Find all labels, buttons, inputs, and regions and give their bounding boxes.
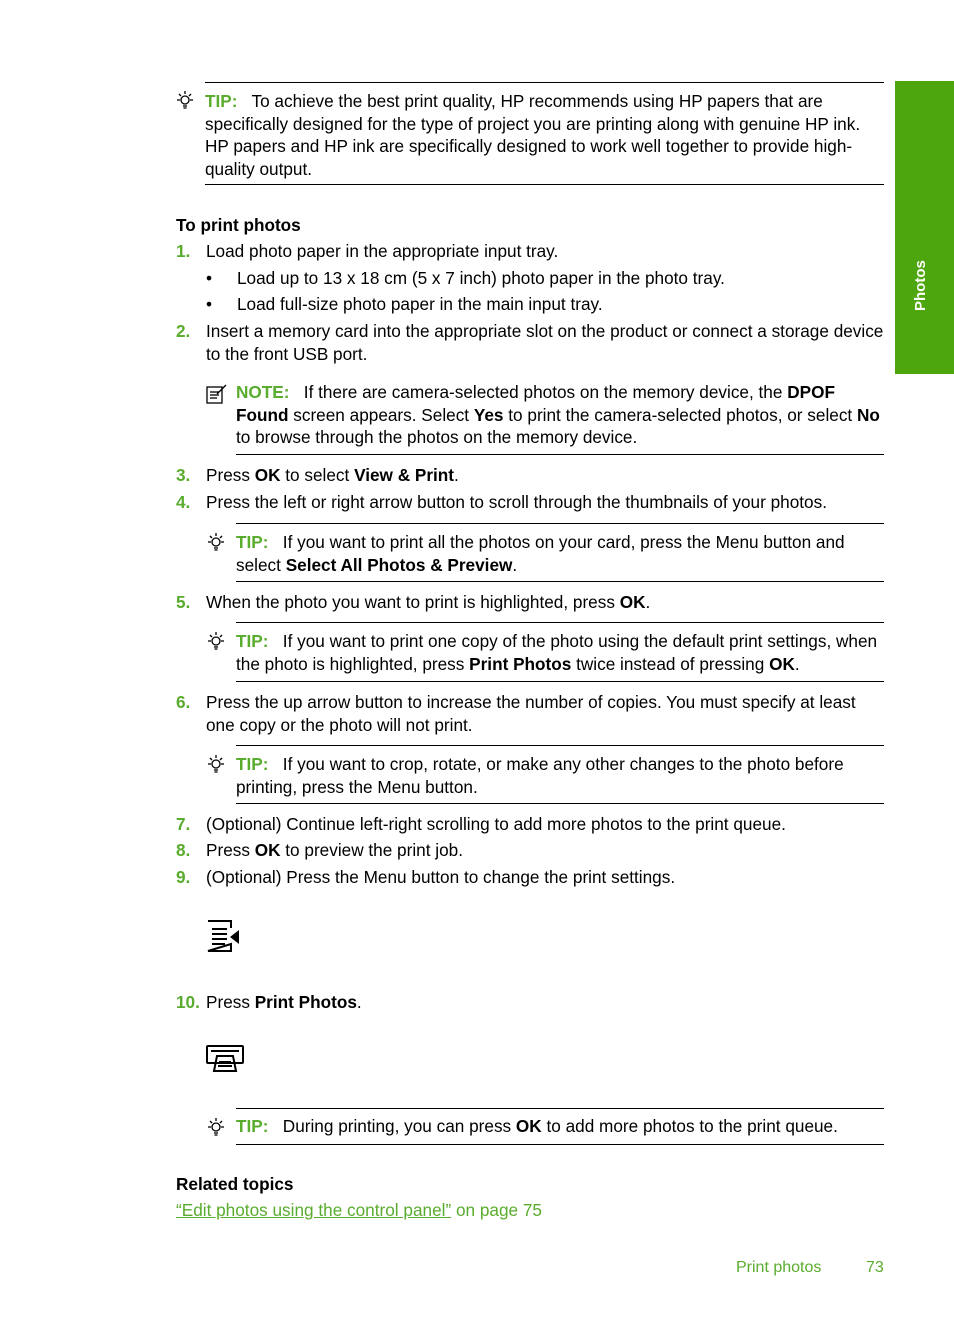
step-text: Press the up arrow button to increase the number of copies. You must specify at least one copy or the photo will not print. bbox=[206, 692, 856, 735]
tip-text: If you want to print one copy of the photo using the default print settings, when the photo is highlighted, press bbox=[236, 631, 878, 674]
tip-label: TIP: bbox=[236, 1116, 269, 1136]
lightbulb-icon bbox=[205, 631, 227, 653]
tip-label: TIP: bbox=[236, 754, 269, 774]
lightbulb-icon bbox=[205, 532, 227, 554]
step-text: When the photo you want to print is highlighted, press OK. bbox=[206, 592, 651, 612]
note-text: to browse through the photos on the memory device. bbox=[236, 427, 638, 447]
footer-section: Print photos bbox=[736, 1259, 822, 1276]
tip-text: If you want to crop, rotate, or make any other changes to the photo before printing, press the Menu button. bbox=[236, 754, 844, 797]
bullet: • bbox=[206, 294, 213, 314]
tip-bold: OK bbox=[515, 1116, 542, 1136]
side-tab-label: Photos bbox=[912, 260, 929, 311]
note-text: If there are camera-selected photos on the memory device, the bbox=[303, 382, 788, 402]
note-box bbox=[236, 376, 884, 455]
print-photos-icon bbox=[205, 1043, 245, 1075]
step-number: 9. bbox=[176, 867, 191, 887]
tip-label: TIP: bbox=[236, 532, 269, 552]
lightbulb-icon bbox=[205, 1117, 227, 1139]
tip-text: twice instead of pressing bbox=[571, 653, 770, 674]
tip-box bbox=[236, 745, 884, 804]
note-label: NOTE: bbox=[236, 382, 290, 402]
tip-text: to add more photos to the print queue. bbox=[541, 1116, 838, 1136]
tip-text: During printing, you can press bbox=[282, 1116, 516, 1136]
step-text: Press Print Photos. bbox=[206, 992, 362, 1012]
note-text: to print the camera-selected photos, or select bbox=[503, 404, 857, 425]
note-icon bbox=[205, 383, 227, 405]
tip-label: TIP: bbox=[205, 91, 238, 111]
step-number: 7. bbox=[176, 814, 191, 834]
page-number: 73 bbox=[866, 1259, 884, 1276]
tip-box bbox=[236, 1108, 884, 1145]
step-number: 6. bbox=[176, 692, 191, 712]
step-text: Press OK to select View & Print. bbox=[206, 465, 459, 485]
step-text: Press OK to preview the print job. bbox=[206, 840, 463, 860]
tip-box bbox=[236, 523, 884, 582]
tip-text: . bbox=[512, 554, 518, 575]
tip-text: If you want to print all the photos on your card, press the Menu button and select bbox=[236, 532, 845, 575]
bullet-text: Load full-size photo paper in the main input tray. bbox=[237, 294, 603, 314]
step-number: 8. bbox=[176, 840, 191, 860]
related-link[interactable] bbox=[176, 1199, 542, 1222]
lightbulb-icon bbox=[174, 90, 196, 112]
step-number: 10. bbox=[176, 992, 200, 1012]
step-number: 1. bbox=[176, 241, 191, 261]
tip-bold: OK bbox=[769, 653, 795, 674]
bullet-text: Load up to 13 x 18 cm (5 x 7 inch) photo paper in the photo tray. bbox=[237, 268, 725, 288]
tip-label: TIP: bbox=[236, 631, 269, 651]
menu-button-icon bbox=[205, 918, 241, 954]
tip-text: . bbox=[794, 653, 800, 674]
lightbulb-icon bbox=[205, 754, 227, 776]
note-bold: DPOF Found bbox=[236, 382, 835, 425]
tip-box-top bbox=[205, 82, 884, 185]
step-number: 2. bbox=[176, 321, 191, 341]
note-bold: Yes bbox=[473, 404, 504, 425]
bullet: • bbox=[206, 268, 213, 288]
step-text: (Optional) Continue left-right scrolling to add more photos to the print queue. bbox=[206, 814, 786, 834]
step-text: Insert a memory card into the appropriate slot on the product or connect a storage device to the front USB port. bbox=[206, 321, 884, 364]
note-bold: No bbox=[856, 404, 880, 425]
section-heading: To print photos bbox=[176, 215, 301, 235]
step-text: Load photo paper in the appropriate input tray. bbox=[206, 241, 559, 261]
tip-bold: Select All Photos & Preview bbox=[285, 554, 513, 575]
related-link-text[interactable]: “Edit photos using the control panel” bbox=[176, 1200, 452, 1220]
step-number: 3. bbox=[176, 465, 191, 485]
related-topics-heading: Related topics bbox=[176, 1174, 294, 1194]
related-link-suffix: on page 75 bbox=[451, 1200, 542, 1220]
tip-box bbox=[236, 622, 884, 682]
step-number: 4. bbox=[176, 492, 191, 512]
tip-text: To achieve the best print quality, HP recommends using HP papers that are specifically designed for the type of project you are printing along with genuine HP ink. HP papers and HP ink are specifically designed to work well together to provide high-quality output. bbox=[205, 91, 861, 179]
step-number: 5. bbox=[176, 592, 191, 612]
step-text: (Optional) Press the Menu button to change the print settings. bbox=[206, 867, 676, 887]
note-text: screen appears. Select bbox=[288, 404, 474, 425]
step-text: Press the left or right arrow button to scroll through the thumbnails of your photos. bbox=[206, 492, 827, 512]
side-tab bbox=[895, 81, 954, 374]
tip-bold: Print Photos bbox=[469, 653, 572, 674]
